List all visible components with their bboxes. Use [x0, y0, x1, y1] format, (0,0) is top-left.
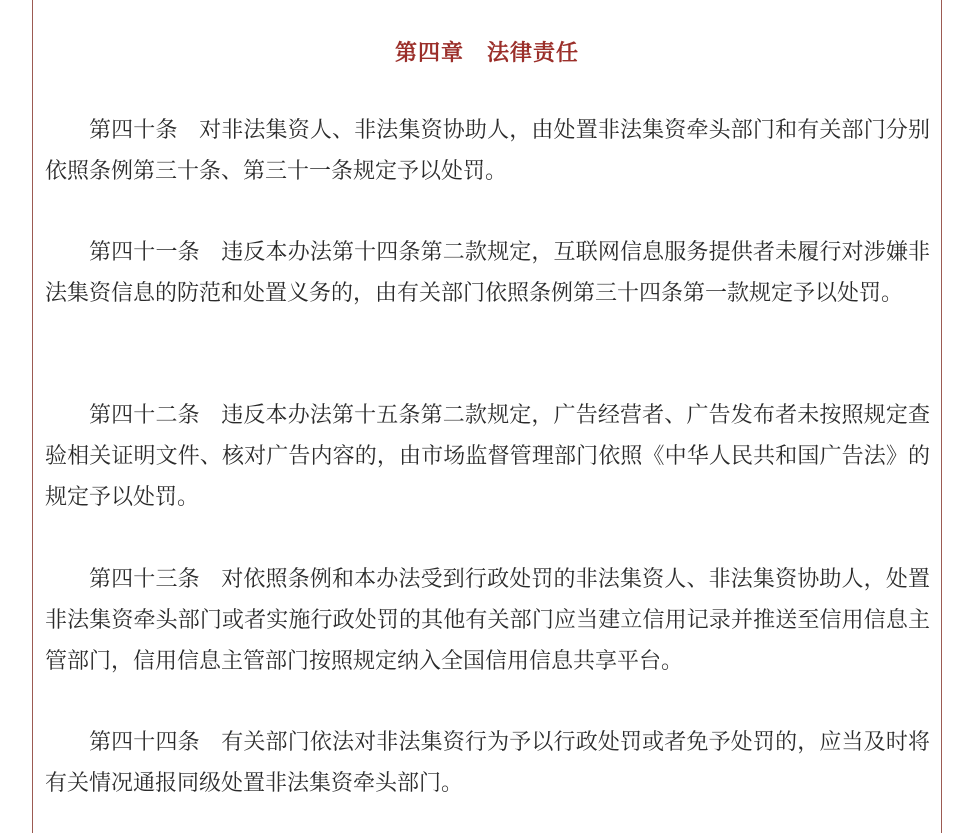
article-41	[45, 232, 930, 314]
article-42	[45, 395, 930, 518]
article-number: 第四十条	[89, 118, 178, 143]
article-number: 第四十三条	[89, 567, 200, 592]
article-44	[45, 722, 930, 804]
article-text: 违反本办法第十四条第二款规定，互联网信息服务提供者未履行对涉嫌非法集资信息的防范和处置义务的，由有关部门依照条例第三十四条第一款规定予以处罚。	[45, 240, 930, 306]
article-number: 第四十二条	[89, 403, 200, 428]
chapter-title: 第四章 法律责任	[394, 41, 579, 66]
article-40	[45, 110, 930, 192]
article-text: 有关部门依法对非法集资行为予以行政处罚或者免予处罚的，应当及时将有关情况通报同级处置非法集资牵头部门。	[45, 730, 930, 796]
document-page	[32, 0, 942, 833]
article-text: 对非法集资人、非法集资协助人，由处置非法集资牵头部门和有关部门分别依照条例第三十条、第三十一条规定予以处罚。	[45, 118, 930, 184]
article-text: 对依照条例和本办法受到行政处罚的非法集资人、非法集资协助人，处置非法集资牵头部门或者实施行政处罚的其他有关部门应当建立信用记录并推送至信用信息主管部门，信用信息主管部门按照规定纳入全国信用信息共享平台。	[45, 567, 930, 674]
article-number: 第四十四条	[89, 730, 200, 755]
article-text: 违反本办法第十五条第二款规定，广告经营者、广告发布者未按照规定查验相关证明文件、核对广告内容的，由市场监督管理部门依照《中华人民共和国广告法》的规定予以处罚。	[45, 403, 930, 510]
article-43	[45, 559, 930, 682]
article-number: 第四十一条	[89, 240, 200, 265]
